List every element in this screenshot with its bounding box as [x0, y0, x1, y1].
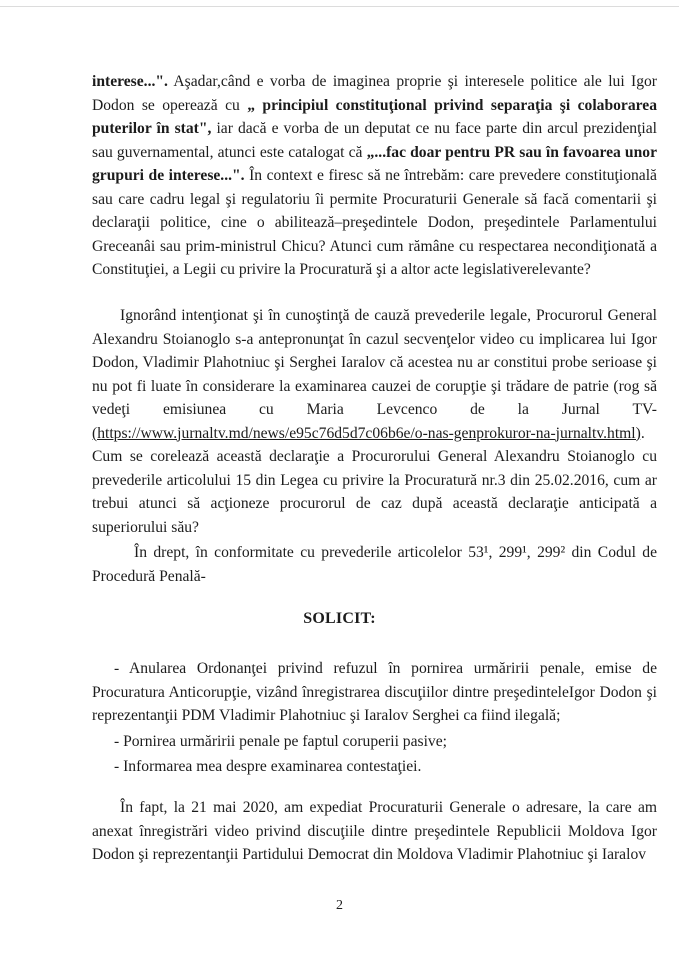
paragraph-facts: În fapt, la 21 mai 2020, am expediat Procuraturii Generale o adresare, la care am anexat înregistrări video privind discuţiile dintre preşedintele Republicii Moldova Igor Dodon şi reprezentanţii Partidului Democrat din Moldova Vladimir Plahotniuc şi Iaralov — [92, 799, 657, 863]
scan-edge-line — [0, 6, 679, 7]
request-item: - Anularea Ordonanţei privind refuzul în pornirea urmăririi penale, emise de Procuratura Anticorupţie, vizând înregistrarea discuţiilor dintre preşedinteleIgor Dodon şi reprezentanţii PDM Vladimir Plahotniuc şi Iaralov Serghei ca fiind ilegală; — [92, 660, 657, 724]
paragraph-text: iar dacă e vorba de un deputat ce nu face parte din arcul prezidenţial sau guvernamental, atunci este catalogat că — [92, 120, 658, 161]
jurnaltv-link[interactable]: (https://www.jurnaltv.md/news/e95c76d5d7c06b6e/o-nas-genprokuror-na-jurnaltv.html) — [92, 424, 641, 442]
bold-quote-3: „...fac doar pentru PR sau în favoarea unor grupuri de interese...". — [92, 143, 657, 184]
bold-quote-1: interese...". — [92, 73, 168, 90]
paragraph-prosecutor-statement — [92, 304, 657, 539]
bold-quote-2: „ principiul constituţional privind separaţia şi colaborarea puterilor în stat", — [92, 96, 657, 137]
request-item: - Pornirea urmăririi penale pe faptul coruperii pasive; — [114, 732, 447, 750]
paragraph-text: Aşadar,când e vorba de imaginea proprie şi interesele politice ale lui Igor Dodon se operează cu — [92, 73, 657, 114]
requests-list — [92, 657, 657, 781]
request-item: - Informarea mea despre examinarea contestaţiei. — [114, 758, 422, 775]
paragraph-legal-basis: În drept, în conformitate cu prevederile articolelor 53¹, 299¹, 299² din Codul de Procedură Penală- — [92, 544, 657, 585]
paragraph-text: Ignorând intenţionat şi în cunoştinţă de cauză prevederile legale, Procurorul General Alexandru Stoianoglo s-a antepronunţat în cazul secvenţelor video cu implicarea lui Igor Dodon, Vladimir Plahotniuc şi Serghei Iaralov că acestea nu ar constitui probe serioase şi nu pot fi luate în considerare la examinarea cauzei de corupţie şi trădare de patrie (rog să vedeţi emisiunea cu Maria Levcenco de la Jurnal TV- — [92, 307, 657, 418]
section-heading-solicit: SOLICIT: — [303, 610, 376, 627]
paragraph-text: În context e firesc să ne întrebăm: care prevedere constituţională sau care cadru legal şi regulatoriu îi permite Procuraturii Generale să facă comentarii şi declaraţii politice, cine o abilitează–preşedintele Dodon, preşedintele Parlamentului Greceanâi sau prim-ministrul Chicu? Atunci cum rămâne cu respectarea necondiţionată a Constituţiei, a Legii cu privire la Procuratură şi a altor acte legislativerelevante? — [92, 167, 657, 278]
paragraph-text: . Cum se corelează această declaraţie a Procurorului General Alexandru Stoianoglo cu prevederile articolului 15 din Legea cu privire la Procuratură nr.3 din 25.02.2016, cum ar trebui atunci să acţioneze procurorul de caz după această declaraţie anticipată a superiorului său? — [92, 424, 657, 536]
paragraph-political-statements — [92, 70, 657, 282]
page-number: 2 — [336, 898, 343, 913]
